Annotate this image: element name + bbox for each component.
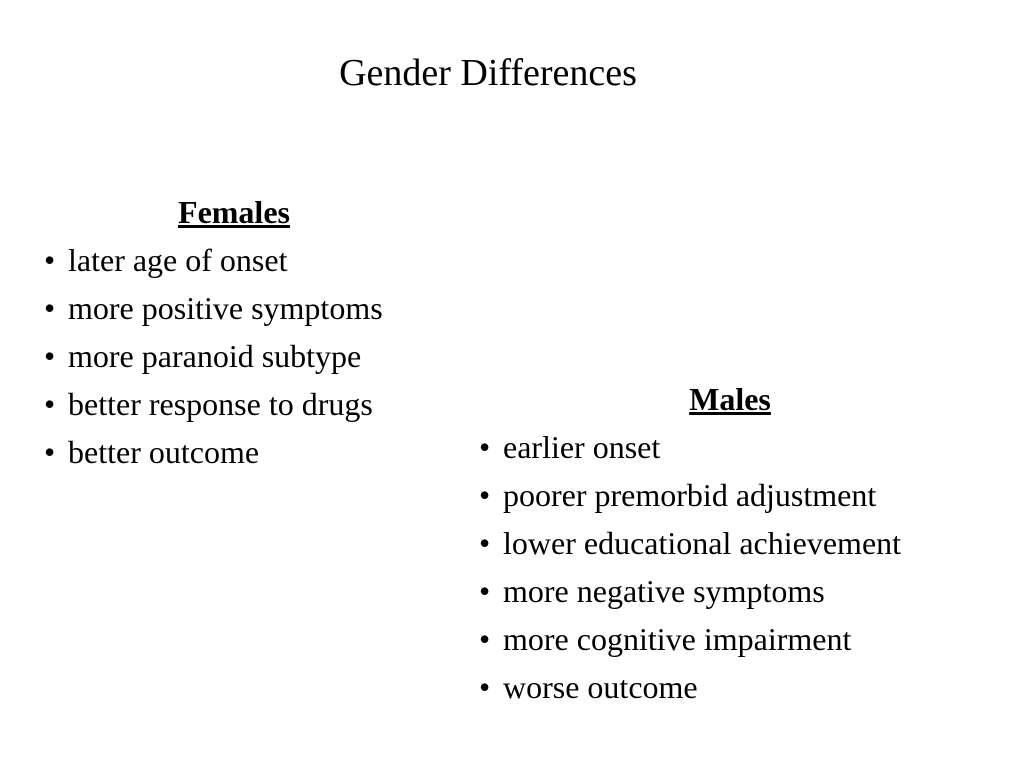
list-item: [479, 615, 1009, 663]
bullet-icon: •: [479, 477, 491, 513]
males-column: [479, 375, 1009, 711]
list-item: [44, 380, 474, 428]
list-item: [44, 236, 474, 284]
list-item: [479, 519, 1009, 567]
bullet-icon: •: [44, 386, 56, 422]
bullet-icon: •: [44, 290, 56, 326]
slide-title: Gender Differences: [339, 52, 637, 94]
list-item: [44, 332, 474, 380]
bullet-icon: •: [479, 669, 491, 705]
list-item-text: worse outcome: [503, 669, 698, 705]
list-item-text: later age of onset: [68, 242, 288, 278]
females-column: [44, 188, 474, 476]
females-heading: Females: [178, 194, 290, 230]
list-item-text: more cognitive impairment: [503, 621, 852, 657]
list-item: [479, 567, 1009, 615]
list-item-text: more negative symptoms: [503, 573, 825, 609]
list-item-text: better response to drugs: [68, 386, 373, 422]
males-list: [479, 423, 1009, 711]
bullet-icon: •: [479, 621, 491, 657]
list-item-text: lower educational achievement: [503, 525, 902, 561]
bullet-icon: •: [44, 434, 56, 470]
bullet-icon: •: [479, 573, 491, 609]
females-list: [44, 236, 474, 476]
list-item: [479, 471, 1009, 519]
list-item: [44, 428, 474, 476]
bullet-icon: •: [44, 242, 56, 278]
list-item-text: more positive symptoms: [68, 290, 383, 326]
bullet-icon: •: [479, 525, 491, 561]
list-item-text: earlier onset: [503, 429, 661, 465]
list-item: [479, 423, 1009, 471]
list-item-text: better outcome: [68, 434, 260, 470]
list-item-text: poorer premorbid adjustment: [503, 477, 877, 513]
bullet-icon: •: [479, 429, 491, 465]
list-item: [44, 284, 474, 332]
bullet-icon: •: [44, 338, 56, 374]
list-item-text: more paranoid subtype: [68, 338, 362, 374]
list-item: [479, 663, 1009, 711]
males-heading: Males: [689, 381, 771, 417]
